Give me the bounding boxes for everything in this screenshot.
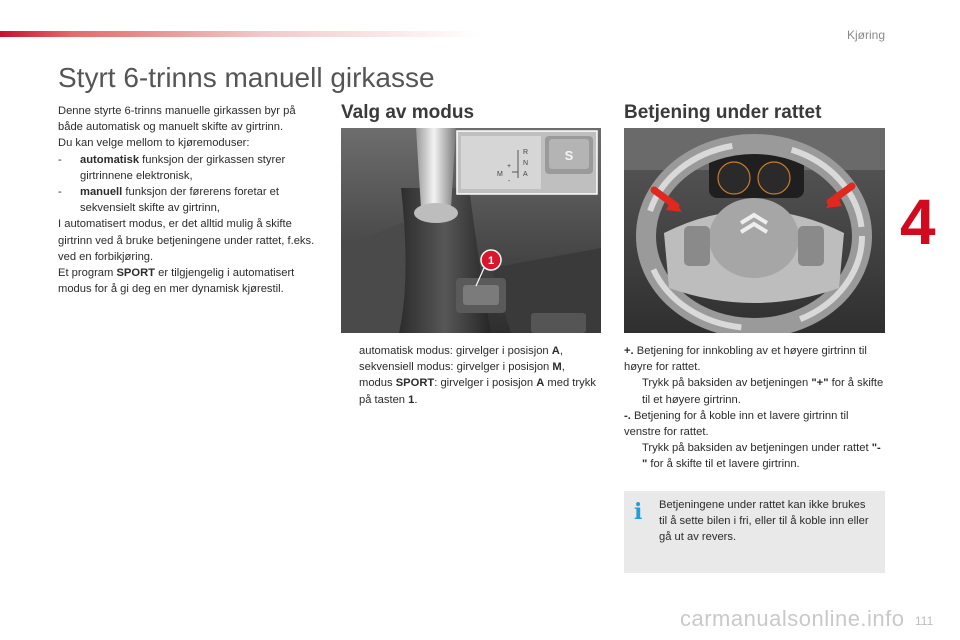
- intro-text: [58, 103, 323, 297]
- list-item: Trykk på baksiden av betjeningen "+" for å skifte til et høyere girtrinn.: [642, 377, 884, 406]
- gate-label-r: R: [523, 149, 529, 156]
- gate-label-m: M: [497, 171, 503, 178]
- intro-paragraph: Denne styrte 6-trinns manuelle girkassen byr på både automatisk og manuelt skifte av girtrinn.: [58, 105, 296, 134]
- callout-1: 1: [487, 255, 495, 267]
- list-item: automatisk modus: girvelger i posisjon A,: [359, 345, 563, 357]
- list-item: modus SPORT: girvelger i posisjon A med trykk på tasten 1.: [359, 377, 596, 406]
- wheel-section-title: Betjening under rattet: [624, 102, 822, 123]
- intro-paragraph: Du kan velge mellom to kjøremoduser:: [58, 137, 250, 150]
- gear-selector-photo: [341, 128, 601, 333]
- gate-label-a: A: [523, 171, 528, 178]
- info-text: Betjeningene under rattet kan ikke brukes til å sette bilen i fri, eller til å koble inn eller gå ut av revers.: [659, 499, 869, 544]
- sport-key-label: S: [564, 148, 574, 163]
- page-number: 111: [915, 614, 934, 628]
- page-title: Styrt 6-trinns manuell girkasse: [58, 62, 435, 93]
- gate-label-n: N: [523, 160, 529, 167]
- mode-bullets: [341, 343, 601, 408]
- watermark: carmanualsonline.info: [680, 606, 905, 631]
- chapter-name: Kjøring: [846, 28, 885, 42]
- gate-label-minus: -: [508, 178, 511, 185]
- plus-description: +. Betjening for innkobling av et høyere girtrinn til høyre for rattet.: [624, 345, 867, 374]
- wheel-bullets: [624, 343, 885, 473]
- mode-section-title: Valg av modus: [341, 102, 475, 123]
- intro-paragraph: Et program SPORT er tilgjengelig i automatisert modus for å gi deg en mer dynamisk kjørestil.: [58, 267, 295, 296]
- list-item: Trykk på baksiden av betjeningen under rattet "-" for å skifte til et lavere girtrinn.: [642, 442, 881, 471]
- gate-label-plus: +: [507, 163, 512, 170]
- list-item: sekvensiell modus: girvelger i posisjon M,: [359, 361, 565, 374]
- mode-list-item: - automatisk funksjon der girkassen styrer girtrinnene elektronisk,: [58, 153, 286, 182]
- steering-wheel-photo: [624, 128, 885, 333]
- chapter-number: 4: [900, 186, 936, 258]
- chapter-accent-bar: [0, 31, 480, 37]
- intro-paragraph: I automatisert modus, er det alltid mulig å skifte girtrinn ved å bruke betjeningene under rattet, f.eks. ved en forbikjøring.: [58, 218, 315, 263]
- info-icon: i: [634, 499, 643, 525]
- mode-list-item: - manuell funksjon der førerens foretar et sekvensielt skifte av girtrinn,: [58, 186, 279, 215]
- minus-description: -. Betjening for å koble inn et lavere girtrinn til venstre for rattet.: [624, 409, 849, 439]
- info-box: [624, 491, 885, 573]
